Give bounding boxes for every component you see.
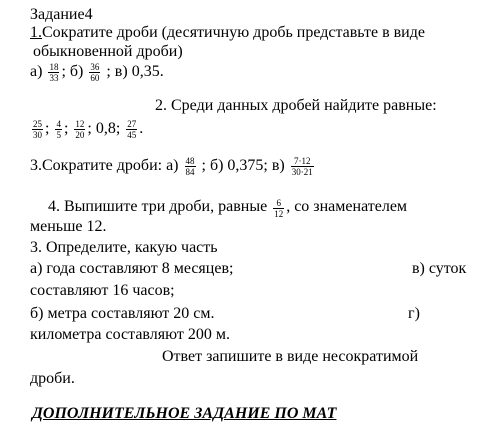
separator: ; 0,8; (87, 120, 121, 138)
task2-text: 2. Среди данных дробей найдите равные: (155, 97, 437, 114)
fraction-denominator: 33 (49, 73, 59, 83)
task5-line4-left: б) метра составляют 20 см. (30, 305, 215, 322)
separator: ; (45, 120, 50, 138)
fraction-denominator: 30·21 (291, 167, 313, 177)
task3-fraction-c (291, 156, 314, 177)
fraction-denominator: 20 (75, 130, 85, 140)
task1-items (30, 62, 164, 83)
fraction-numerator: 25 (33, 119, 42, 129)
fraction-denominator: 84 (185, 167, 195, 177)
task1-number: 1. (30, 24, 42, 41)
task4-text-line1-end: , со знаменателем (286, 198, 408, 215)
task5-line7: дроби. (30, 370, 75, 387)
task1-text-line1: Сократите дроби (десятичную дробь представьте в виде (42, 24, 425, 41)
fraction-numerator: 48 (185, 156, 195, 166)
fraction-numerator: 12 (75, 119, 85, 129)
task1-fraction-a (48, 62, 59, 83)
footer-heading: ДОПОЛНИТЕЛЬНОЕ ЗАДАНИЕ ПО МАТ (32, 405, 337, 422)
task5-line2-left: а) года составляют 8 месяцев; (30, 260, 234, 277)
task2-fractions (30, 119, 143, 140)
task2-fraction-2 (55, 119, 62, 140)
task5-line4-right: г) (408, 305, 420, 322)
fraction-denominator: 60 (90, 73, 100, 83)
task1-a-label: а) (30, 63, 43, 81)
task4-text-line2: меньше 12. (30, 218, 107, 235)
separator: . (139, 120, 144, 138)
task5-line2-right: в) суток (412, 260, 467, 277)
task1-b-label: ; б) (61, 63, 84, 81)
separator: ; (63, 120, 69, 138)
fraction-numerator: 6 (276, 198, 281, 208)
task3-text-a: 3.Сократите дроби: а) (30, 157, 179, 175)
task2-fraction-4 (126, 119, 137, 140)
task3-text-b: ; б) 0,375; в) (201, 157, 285, 175)
fraction-numerator: 18 (49, 62, 59, 72)
fraction-denominator: 12 (274, 209, 284, 219)
fraction-numerator: 7·12 (294, 156, 311, 166)
page-title: Задание4 (30, 6, 93, 23)
task2-fraction-1 (32, 119, 43, 140)
task5-line3: составляют 16 часов; (30, 282, 175, 299)
task4-fraction (273, 198, 284, 219)
fraction-denominator: 5 (56, 130, 61, 140)
task2-fraction-3 (74, 119, 85, 140)
fraction-denominator: 30 (33, 130, 42, 140)
task5-line6: Ответ запишите в виде несократимой (162, 348, 419, 365)
task4-line1 (48, 198, 407, 219)
task3-line (30, 156, 316, 177)
task1-text-line2: обыкновенной дроби) (33, 43, 183, 60)
fraction-numerator: 27 (127, 119, 137, 129)
fraction-numerator: 36 (90, 62, 100, 72)
task1-line1 (30, 24, 425, 42)
task4-text-line1: 4. Выпишите три дроби, равные (48, 198, 268, 215)
task5-line5: километра составляют 200 м. (30, 326, 230, 343)
fraction-denominator: 45 (127, 130, 137, 140)
fraction-numerator: 4 (56, 119, 61, 129)
task1-c-label: ; в) 0,35. (106, 63, 164, 81)
task3-fraction-a (185, 156, 196, 177)
task1-fraction-b (89, 62, 100, 83)
task5-line1: 3. Определите, какую часть (30, 239, 218, 256)
